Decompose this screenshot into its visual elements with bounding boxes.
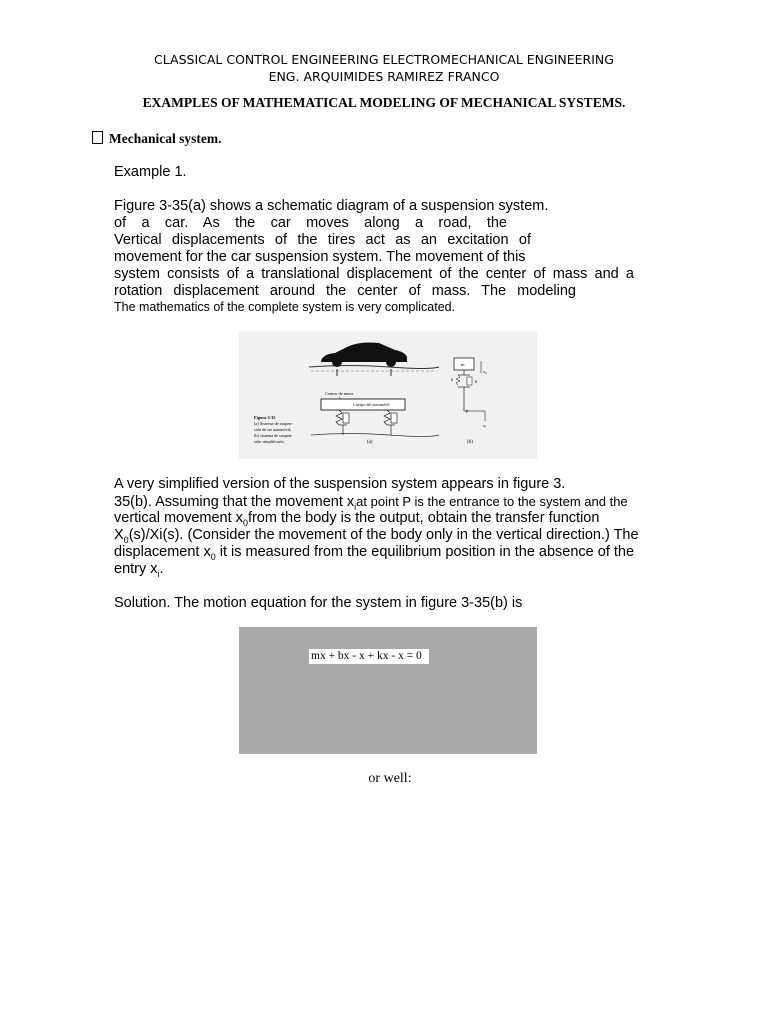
text-span: displacement x xyxy=(114,544,211,560)
para1-line: The mathematics of the complete system is very complicated. xyxy=(114,300,456,314)
para1-line: of a car. As the car moves along a road, the xyxy=(114,215,507,231)
para1-line: Figure 3-35(a) shows a schematic diagram of a suspension system. xyxy=(114,198,549,214)
solution-text: Solution. The motion equation for the system in figure 3-35(b) is xyxy=(114,595,523,611)
suspension-diagram xyxy=(239,331,537,459)
spring-icon xyxy=(456,375,460,385)
text-span: entry x xyxy=(114,561,158,577)
document-title: EXAMPLES OF MATHEMATICAL MODELING OF MECHANICAL SYSTEMS. xyxy=(142,95,626,110)
spring-icon xyxy=(384,410,390,425)
text-span: it is measured from the equilibrium position in the absence of the xyxy=(215,544,635,560)
text-span: (s)/Xi(s). (Consider the movement of the body only in the vertical direction.) The xyxy=(128,527,639,543)
suspension-figure xyxy=(239,331,537,459)
wheel-icon xyxy=(386,357,396,367)
damper-icon xyxy=(391,413,397,423)
subscript: 0 xyxy=(123,534,129,545)
text-span: from the body is the output, obtain the transfer function xyxy=(247,510,600,526)
text-span: . xyxy=(159,561,164,577)
label-b: (b) xyxy=(467,440,473,445)
mass-label: m xyxy=(461,362,465,367)
figure-caption xyxy=(254,415,293,444)
damper-icon xyxy=(467,377,472,385)
subscript: 0 xyxy=(210,551,216,562)
header-line-2: ENG. ARQUIMIDES RAMIREZ FRANCO xyxy=(268,69,500,84)
ground-line xyxy=(311,434,439,437)
p-label: P xyxy=(466,409,469,414)
subscript: 0 xyxy=(242,517,248,528)
para1-line: rotation displacement around the center of mass. The modeling xyxy=(114,283,576,299)
para2-line xyxy=(114,561,164,583)
caption-line: sión simplificado. xyxy=(254,439,285,444)
caption-line: sión de un automóvil; xyxy=(254,427,292,432)
label-a: (a) xyxy=(367,440,373,445)
example-label: Example 1. xyxy=(114,164,187,180)
caption-line: (a) Sistema de suspen- xyxy=(254,421,293,426)
section-heading xyxy=(92,131,221,147)
road-line xyxy=(309,366,439,369)
wheel-icon xyxy=(332,357,342,367)
xo-label: x₀ xyxy=(483,369,487,374)
text-span: 35(b). Assuming that the movement x xyxy=(114,494,355,510)
para2-line xyxy=(114,544,634,566)
para1-line: Vertical displacements of the tires act as an excitation of xyxy=(114,232,531,248)
body-label: Cuerpo del automóvil xyxy=(353,402,390,407)
text-span: X xyxy=(114,527,124,543)
para2-line: A very simplified version of the suspension system appears in figure 3. xyxy=(114,476,566,492)
caption-line: Figura 3-35 xyxy=(254,415,276,420)
damper-icon xyxy=(343,413,349,423)
text-span: at point P is the entrance to the system and the xyxy=(356,494,628,509)
or-well-text: or well: xyxy=(368,771,412,786)
xi-label: xᵢ xyxy=(483,423,486,428)
para1-line: system consists of a translational displacement of the center of mass and a xyxy=(114,266,634,282)
header-line-1: CLASSICAL CONTROL ENGINEERING ELECTROMECHANICAL ENGINEERING xyxy=(154,52,614,67)
checkbox-bullet-icon xyxy=(92,131,103,144)
section-label: Mechanical system. xyxy=(109,131,222,146)
subscript: i xyxy=(354,501,357,512)
text-span: vertical movement x xyxy=(114,510,243,526)
center-mass-label: Centro de masa xyxy=(325,391,353,396)
subscript: i xyxy=(157,568,160,579)
para1-line: movement for the car suspension system. The movement of this xyxy=(114,249,526,265)
spring-icon xyxy=(336,410,342,425)
k-label: k xyxy=(451,377,454,382)
equation-text: mx + bx - x + kx - x = 0 xyxy=(309,649,429,664)
equation-image xyxy=(239,627,537,754)
caption-line: (b) sistema de suspen- xyxy=(254,433,293,438)
b-label: b xyxy=(475,379,478,384)
